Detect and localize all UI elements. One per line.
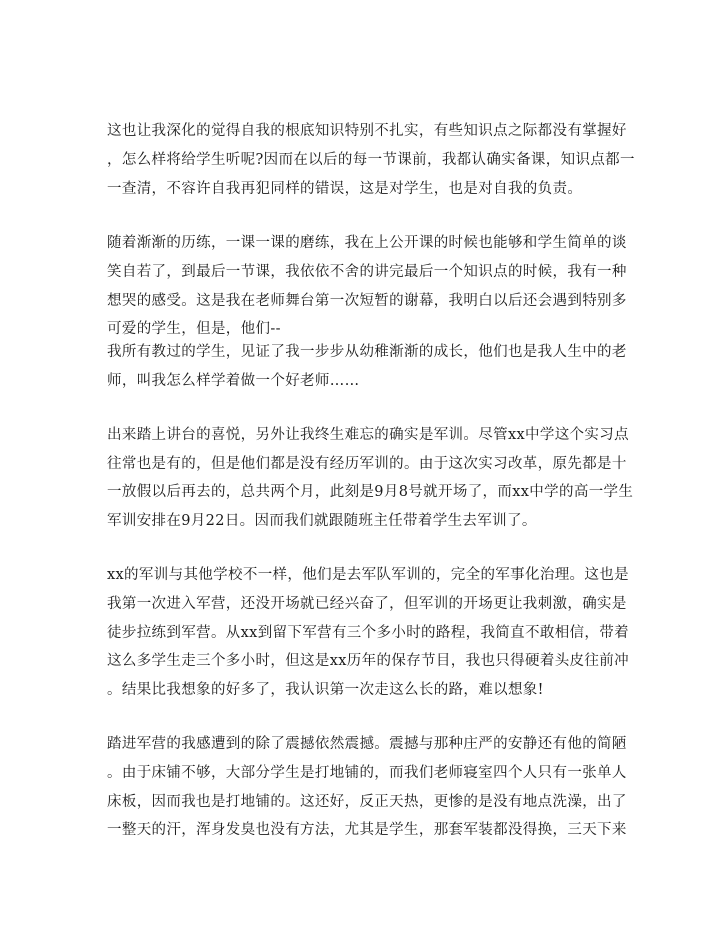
text-line: 一放假以后再去的，总共两个月，此刻是9月8号就开场了，而xx中学的高一学生 — [107, 484, 634, 500]
text-line: 想哭的感受。这是我在老师舞台第一次短暂的谢幕，我明白以后还会遇到特别多 — [107, 293, 627, 309]
text-line: 随着渐渐的历练，一课一课的磨练，我在上公开课的时候也能够和学生简单的谈 — [107, 235, 627, 251]
text-line: 这么多学生走三个多小时，但这是xx历年的保存节目，我也只得硬着头皮往前冲 — [107, 653, 629, 669]
text-line: 。结果比我想象的好多了，我认识第一次走这么长的路，难以想象! — [107, 682, 544, 698]
text-line: ，怎么样将给学生听呢?因而在以后的每一节课前，我都认确实备课，知识点都一 — [107, 152, 635, 168]
text-line: 出来踏上讲台的喜悦，另外让我终生难忘的确实是军训。尽管xx中学这个实习点 — [107, 427, 629, 443]
text-line: 我所有教过的学生，见证了我一步步从幼稚渐渐的成长，他们也是我人生中的老 — [107, 344, 627, 360]
text-line: 床板，因而我也是打地铺的。这还好，反正天热，更惨的是没有地点洗澡，出了 — [107, 794, 627, 810]
text-line: 踏进军营的我感遭到的除了震撼依然震撼。震撼与那种庄严的安静还有他的简陋 — [107, 736, 627, 752]
text-line: 师，叫我怎么样学着做一个好老师…… — [107, 373, 360, 389]
text-line: 可爱的学生，但是，他们-- — [107, 321, 281, 337]
text-line: 往常也是有的，但是他们都是没有经历军训的。由于这次实习改革，原先都是十 — [107, 456, 627, 472]
text-line: 一查清，不容许自我再犯同样的错误，这是对学生，也是对自我的负责。 — [107, 181, 583, 197]
text-line: 这也让我深化的觉得自我的根底知识特别不扎实，有些知识点之际都没有掌握好 — [107, 123, 627, 139]
text-line: 一整天的汗，浑身发臭也没有方法，尤其是学生，那套军装都没得换，三天下来 — [107, 822, 627, 838]
text-line: 我第一次进入军营，还没开场就已经兴奋了，但军训的开场更让我刺激，确实是 — [107, 596, 627, 612]
text-line: 徒步拉练到军营。从xx到留下军营有三个多小时的路程，我简直不敢相信，带着 — [107, 625, 629, 641]
text-line: 笑自若了，到最后一节课，我依依不舍的讲完最后一个知识点的时候，我有一种 — [107, 264, 627, 280]
text-line: 。由于床铺不够，大部分学生是打地铺的，而我们老师寝室四个人只有一张单人 — [107, 765, 627, 781]
text-line: 军训安排在9月22日。因而我们就跟随班主任带着学生去军训了。 — [107, 513, 537, 529]
text-line: xx的军训与其他学校不一样，他们是去军队军训的，完全的军事化治理。这也是 — [107, 567, 629, 583]
